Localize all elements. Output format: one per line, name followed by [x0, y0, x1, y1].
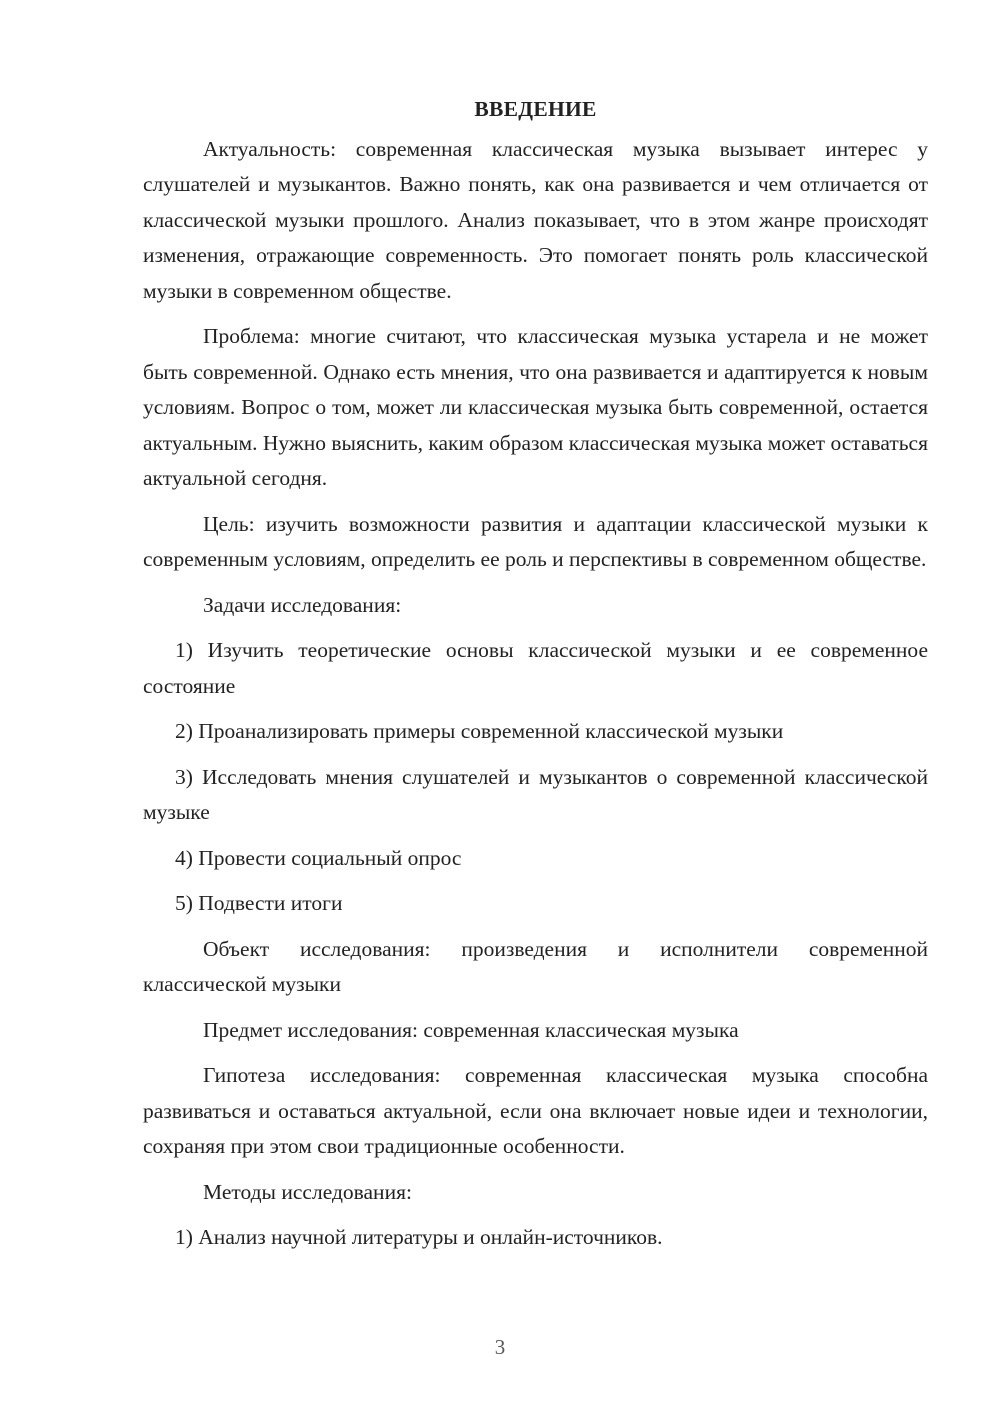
page-number: 3 — [494, 1335, 506, 1359]
research-subject-paragraph: Предмет исследования: современная классическая музыка — [203, 1017, 739, 1042]
research-object-paragraph: Объект исследования: произведения и исполнители современной классической музыки — [143, 936, 928, 996]
task-item-2: 2) Проанализировать примеры современной классической музыки — [175, 719, 784, 743]
relevance-paragraph: Актуальность: современная классическая музыка вызывает интерес у слушателей и музыкантов. Важно понять, как она развивается и чем отличается от классической музыки прошлого. Анализ показывает, что в этом жанре происходят изменения, отражающие современность. Это помогает понять роль классической музыки в современном обществе. — [143, 136, 928, 303]
method-item-1: 1) Анализ научной литературы и онлайн-источников. — [175, 1225, 663, 1249]
hypothesis-paragraph: Гипотеза исследования: современная классическая музыка способна развиваться и оставаться актуальной, если она включает новые идеи и технологии, сохраняя при этом свои традиционные особенности. — [143, 1063, 928, 1158]
task-item-3: 3) Исследовать мнения слушателей и музыкантов о современной классической музыке — [143, 764, 928, 824]
tasks-heading: Задачи исследования: — [203, 592, 402, 617]
methods-heading: Методы исследования: — [203, 1179, 412, 1204]
document-page — [143, 92, 928, 1266]
task-item-5: 5) Подвести итоги — [175, 891, 343, 915]
goal-paragraph: Цель: изучить возможности развития и адаптации классической музыки к современным условиям, определить ее роль и перспективы в современном обществе. — [143, 511, 928, 571]
task-item-1: 1) Изучить теоретические основы классической музыки и ее современное состояние — [143, 638, 928, 698]
task-item-4: 4) Провести социальный опрос — [175, 845, 462, 870]
problem-paragraph: Проблема: многие считают, что классическая музыка устарела и не может быть современной. Однако есть мнения, что она развивается и адаптируется к новым условиям. Вопрос о том, может ли классическая музыка быть современной, остается актуальным. Нужно выяснить, каким образом классическая музыка может оставаться актуальной сегодня. — [143, 324, 928, 490]
section-title: ВВЕДЕНИЕ — [474, 97, 597, 121]
